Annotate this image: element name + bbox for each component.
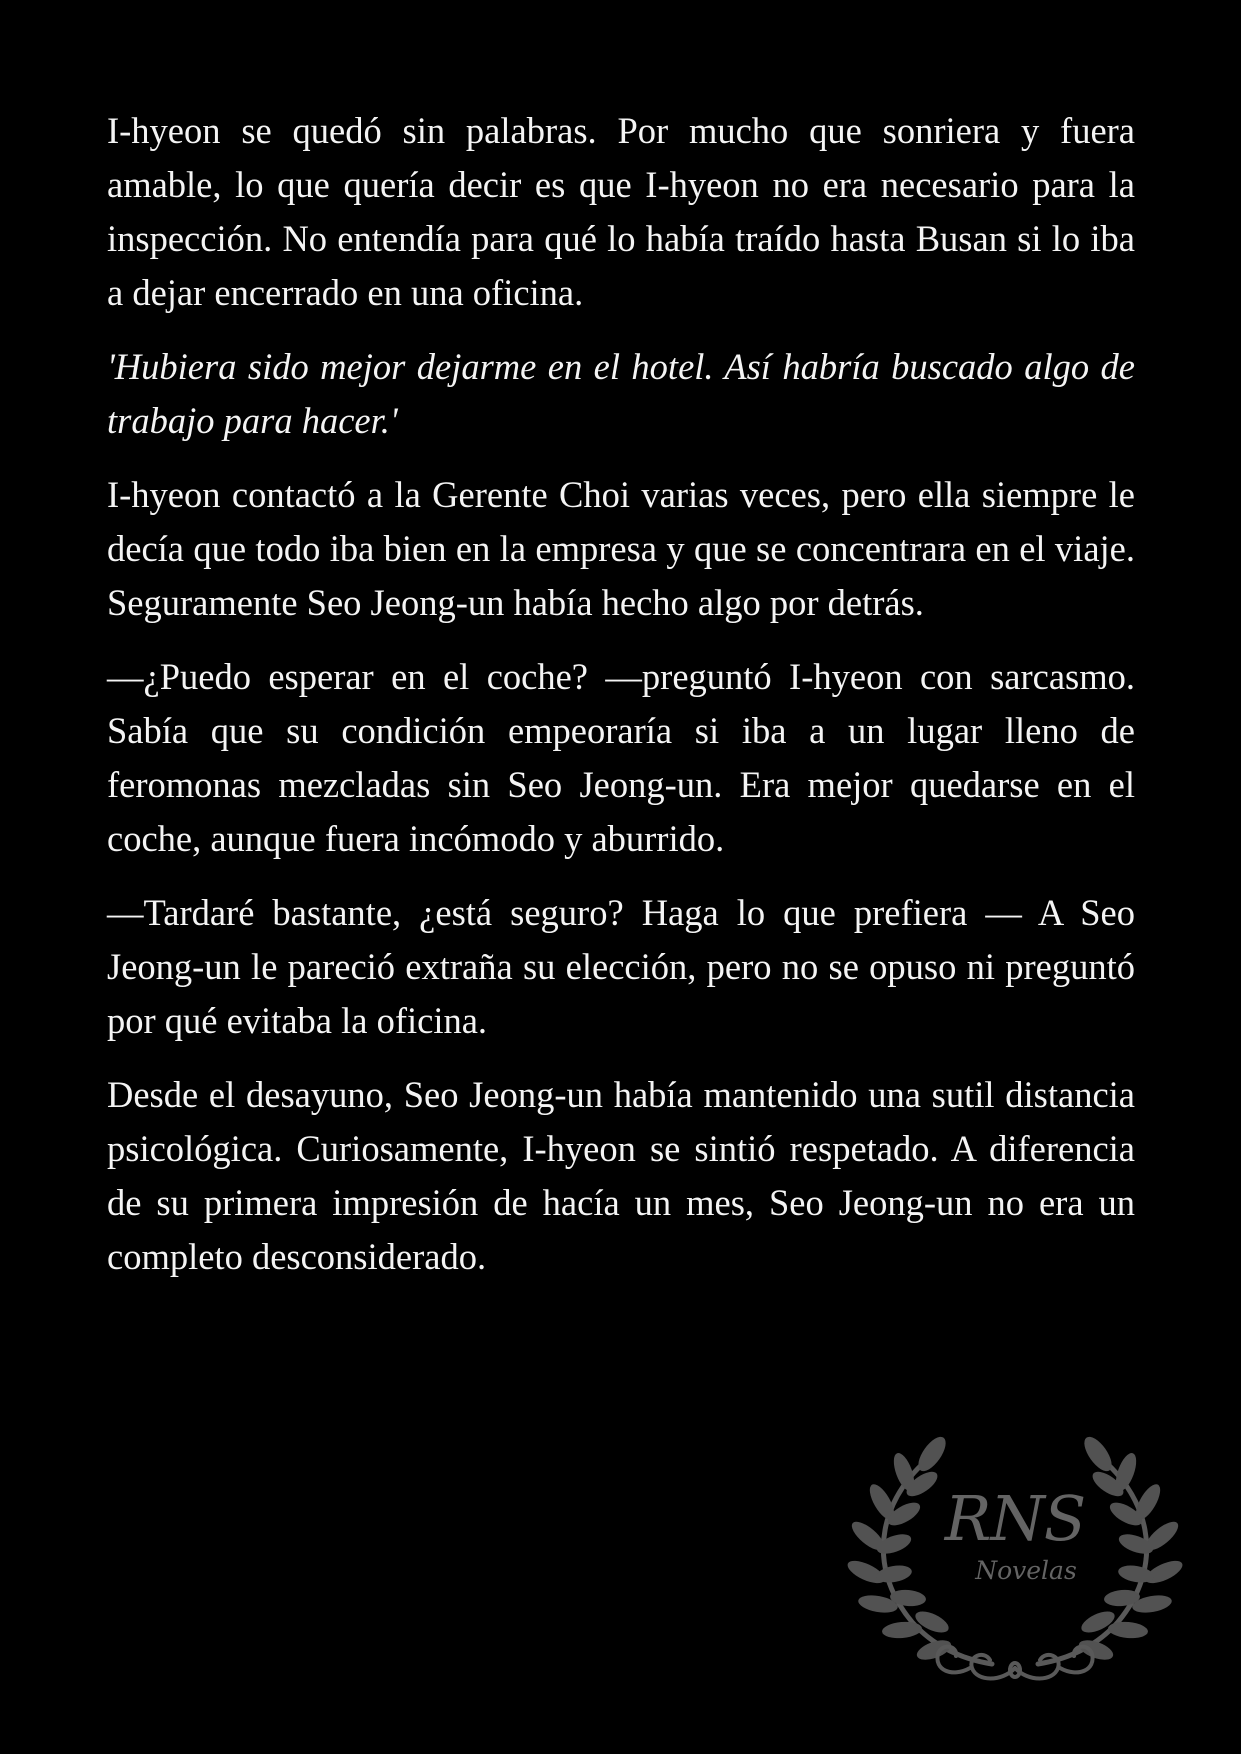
paragraph-3: I-hyeon contactó a la Gerente Choi varias veces, pero ella siempre le decía que todo iba bien en la empresa y que se concentrara en el viaje. Seguramente Seo Jeong-un había hecho algo por detrás. [107, 474, 1135, 623]
paragraph-2-inner-thought: 'Hubiera sido mejor dejarme en el hotel. Así habría buscado algo de trabajo para hacer.' [107, 346, 1135, 441]
watermark-subtitle: Novelas [975, 1556, 1077, 1585]
paragraph-1: I-hyeon se quedó sin palabras. Por mucho que sonriera y fuera amable, lo que quería decir es que I-hyeon no era necesario para la inspección. No entendía para qué lo había traído hasta Busan si lo iba a dejar encerrado en una oficina. [107, 110, 1135, 313]
novel-page-text [107, 104, 1135, 1304]
paragraph-6: Desde el desayuno, Seo Jeong-un había mantenido una sutil distancia psicológica. Curiosamente, I-hyeon se sintió respetado. A diferencia de su primera impresión de hacía un mes, Seo Jeong-un no era un completo desconsiderado. [107, 1074, 1135, 1277]
rns-novelas-watermark [842, 1432, 1188, 1688]
paragraph-5-dialogue: —Tardaré bastante, ¿está seguro? Haga lo que prefiera — A Seo Jeong-un le pareció extraña su elección, pero no se opuso ni preguntó por qué evitaba la oficina. [107, 892, 1135, 1041]
watermark-title: RNS [944, 1482, 1086, 1555]
paragraph-4-dialogue: —¿Puedo esperar en el coche? —preguntó I-hyeon con sarcasmo. Sabía que su condición empeoraría si iba a un lugar lleno de feromonas mezcladas sin Seo Jeong-un. Era mejor quedarse en el coche, aunque fuera incómodo y aburrido. [107, 656, 1135, 859]
